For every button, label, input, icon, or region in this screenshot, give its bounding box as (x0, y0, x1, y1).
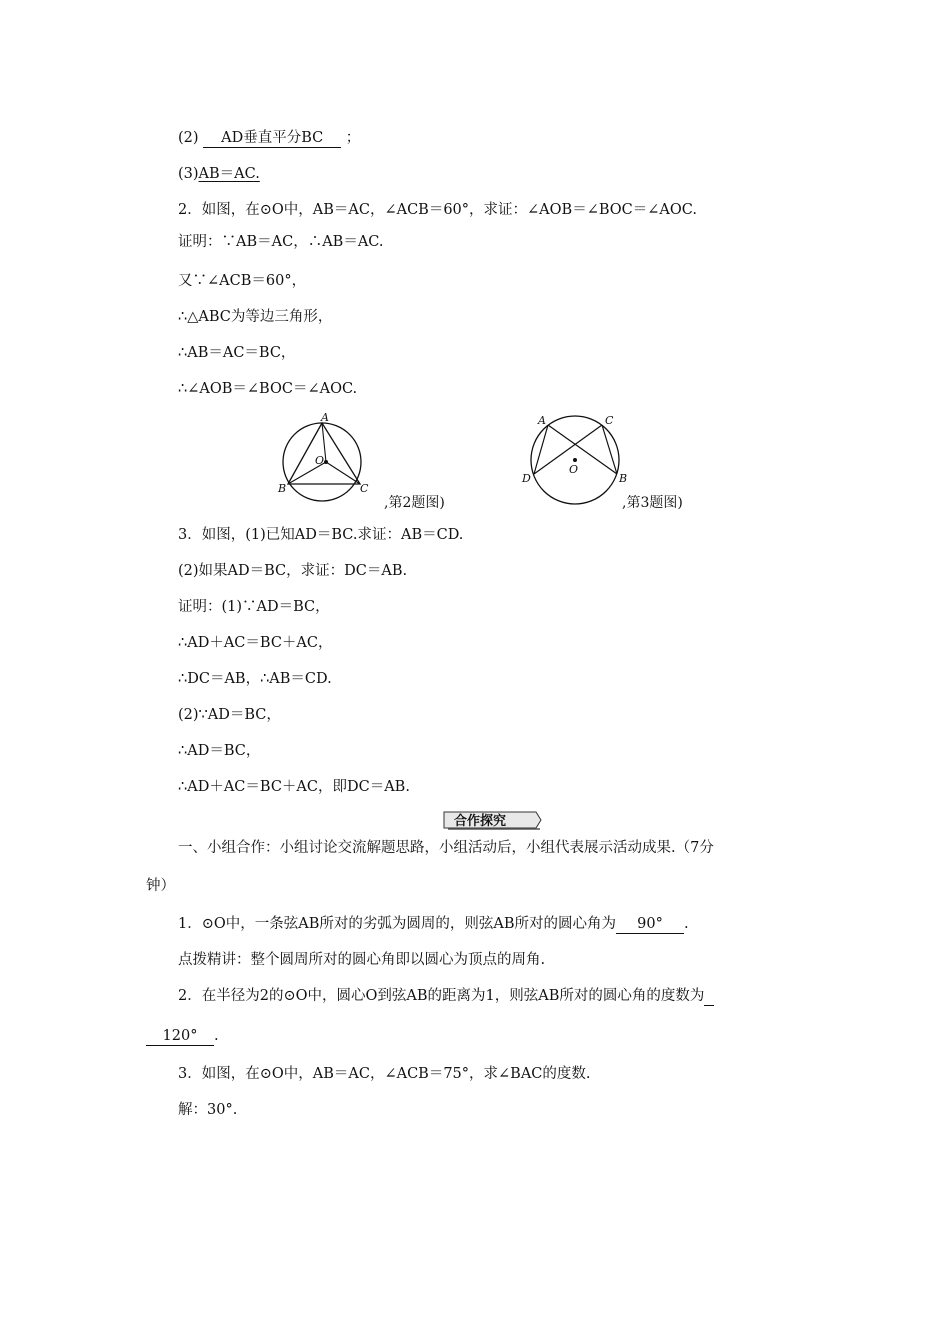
figure-2-caption: ,第2题图) (384, 495, 445, 511)
q3-proof-2: ∴AD＋AC＝BC＋AC， (178, 635, 333, 651)
group-q2-text: 2．在半径为2的⊙O中，圆心O到弦AB的距离为1，则弦AB所对的圆心角的度数为 (178, 988, 705, 1004)
fig3-chord-dc (534, 425, 602, 474)
group-q2-answer: 120° (146, 1027, 214, 1046)
q3-part2: (2)如果AD＝BC，求证：DC＝AB. (178, 563, 408, 579)
group-q2-cont (146, 1026, 219, 1046)
fig3-label-a: A (538, 414, 546, 427)
q3-stem: 3．如图，(1)已知AD＝BC.求证：AB＝CD. (178, 527, 464, 543)
fig2-center-dot (324, 460, 328, 464)
group-q3-solution: 解：30°. (178, 1102, 238, 1118)
figure-3-caption: ,第3题图) (622, 495, 683, 511)
fig2-label-c: C (360, 482, 369, 495)
group-q1 (178, 914, 689, 934)
group-q1-answer: 90° (616, 915, 684, 934)
q3-proof-3: ∴DC＝AB，∴AB＝CD. (178, 671, 332, 687)
fig3-center-dot (573, 458, 577, 462)
group-q2 (178, 986, 714, 1006)
q3-proof-4: (2)∵AD＝BC， (178, 707, 281, 723)
answer-2-suffix: ； (345, 130, 361, 146)
group-q1-end: . (684, 916, 689, 932)
fig2-label-a: A (321, 412, 329, 424)
q2-proof-4: ∴AB＝AC＝BC， (178, 345, 296, 361)
q3-proof-6: ∴AD＋AC＝BC＋AC，即DC＝AB. (178, 779, 410, 795)
q3-proof-5: ∴AD＝BC， (178, 743, 261, 759)
answer-3-prefix: (3) (178, 166, 199, 182)
q2-proof-5: ∴∠AOB＝∠BOC＝∠AOC. (178, 381, 358, 397)
group-q3: 3．如图，在⊙O中，AB＝AC，∠ACB＝75°，求∠BAC的度数. (178, 1066, 591, 1082)
fig3-label-b: B (619, 472, 628, 485)
answer-line-3 (178, 164, 260, 184)
fig3-label-d: D (522, 472, 531, 485)
q3-proof-1: 证明：(1)∵AD＝BC， (178, 599, 330, 615)
group-intro-a: 一、小组合作：小组讨论交流解题思路，小组活动后，小组代表展示活动成果.（7分 (178, 840, 714, 856)
fig3-label-o: O (569, 463, 579, 476)
group-intro-b: 钟） (146, 878, 175, 894)
banner-text: 合作探究 (454, 814, 507, 829)
fig2-radius-oc (326, 462, 360, 484)
fig3-label-c: C (605, 414, 614, 427)
q2-stem: 2．如图，在⊙O中，AB＝AC，∠ACB＝60°，求证：∠AOB＝∠BOC＝∠AOC. (178, 202, 697, 218)
fig2-label-b: B (278, 482, 287, 495)
answer-2-blank: AD垂直平分BC (203, 129, 341, 148)
q2-proof-1: 证明：∵AB＝AC，∴AB＝AC. (178, 234, 384, 250)
answer-2-prefix: (2) (178, 130, 199, 146)
answer-line-2 (178, 128, 360, 148)
figure-3-diagram (518, 410, 634, 514)
group-q1-text: 1．⊙O中，一条弦AB所对的劣弧为圆周的，则弦AB所对的圆心角为 (178, 916, 617, 932)
figure-2-diagram (272, 412, 384, 514)
section-banner (440, 808, 544, 832)
q2-proof-3: ∴△ABC为等边三角形， (178, 309, 333, 325)
fig3-chord-ab (548, 425, 617, 474)
group-q2-blank-start (704, 987, 714, 1006)
q2-proof-2: 又∵∠ACB＝60°， (178, 273, 307, 289)
group-q2-end: . (214, 1028, 219, 1044)
group-tip: 点拨精讲：整个圆周所对的圆心角即以圆心为顶点的周角. (178, 952, 546, 968)
fig2-label-o: O (315, 454, 325, 467)
answer-3-blank: AB＝AC. (198, 166, 260, 182)
